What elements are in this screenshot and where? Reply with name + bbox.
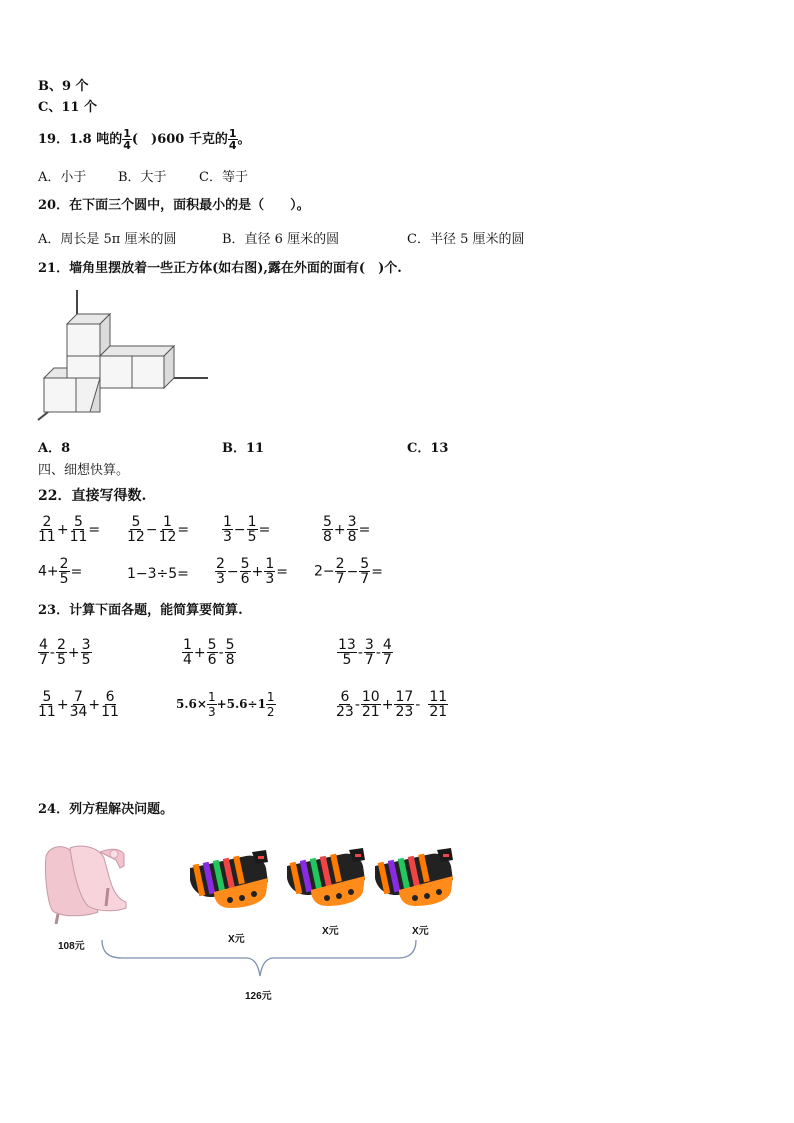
q23-expression-5: 5.6× $\frac{1}{3}$ +5.6÷1 $\frac{1}{2}$ — [176, 690, 275, 719]
sock-price-label-2: X元 — [322, 926, 339, 937]
q20-question: 20．在下面三个圆中，面积最小的是（ ）。 — [38, 198, 310, 213]
socks-image-2 — [283, 846, 367, 910]
fraction: $\frac{3}{5}$ — [81, 637, 91, 668]
q21-question: 21．墙角里摆放着一些正方体(如右图),露在外面的面有( )个. — [38, 261, 402, 276]
q18-option-c: C、11 个 — [38, 100, 97, 115]
fraction: $\frac{6}{23}$ — [336, 689, 354, 720]
q19-fraction-2: $\frac{1}{4}$ — [228, 127, 237, 152]
q20-option-c: C．半径 5 厘米的圆 — [407, 232, 525, 247]
q23-expression-1: $\frac{4}{7}$ - $\frac{2}{5}$ + $\frac{3}{5}$ — [39, 637, 91, 668]
total-brace — [96, 936, 422, 982]
q23-expression-3: $\frac{13}{5}$ - $\frac{3}{7}$ - $\frac{4}{7}$ — [338, 637, 392, 668]
sock-price-label-1: X元 — [228, 934, 245, 945]
q22-expression-4: $\frac{5}{8}$ + $\frac{3}{8}$ = — [323, 514, 371, 545]
q22-expression-1: $\frac{2}{11}$ + $\frac{5}{11}$ = — [38, 514, 101, 545]
fraction: $\frac{5}{12}$ — [127, 514, 145, 545]
q23-title: 23．计算下面各题，能简算要简算. — [38, 603, 243, 618]
q22-expression-6: 1−3÷5= — [127, 566, 189, 582]
fraction: $\frac{5}{8}$ — [323, 514, 332, 545]
q22-expression-5: 4+ $\frac{2}{5}$ = — [38, 556, 83, 587]
fraction: $\frac{3}{8}$ — [347, 514, 357, 545]
fraction: $\frac{2}{5}$ — [59, 556, 69, 587]
fraction: $\frac{17}{23}$ — [395, 689, 414, 720]
fraction: $\frac{1}{2}$ — [266, 690, 275, 719]
fraction: $\frac{5}{6}$ — [240, 556, 250, 587]
q19-option-c: C．等于 — [199, 170, 248, 185]
section-4-title: 四、细想快算。 — [38, 463, 130, 478]
socks-image-1 — [186, 848, 270, 912]
q19-fraction-1: $\frac{1}{4}$ — [123, 127, 131, 152]
q24-title: 24．列方程解决问题。 — [38, 802, 174, 817]
fraction: $\frac{13}{5}$ — [338, 637, 356, 668]
fraction: $\frac{5}{11}$ — [69, 514, 88, 545]
fraction: $\frac{2}{5}$ — [56, 637, 66, 668]
fraction: $\frac{6}{11}$ — [101, 689, 119, 720]
shoe-price-label: 108元 — [58, 941, 85, 952]
fraction: $\frac{1}{5}$ — [247, 514, 257, 545]
q19-option-a: A．小于 — [38, 170, 87, 185]
q21-option-c: C．13 — [407, 441, 449, 456]
fraction: $\frac{10}{21}$ — [361, 689, 380, 720]
q19-option-b: B．大于 — [118, 170, 167, 185]
fraction: $\frac{5}{8}$ — [225, 637, 235, 668]
sock-price-label-3: X元 — [412, 926, 429, 937]
q22-expression-8: 2− $\frac{2}{7}$ − $\frac{5}{7}$ = — [314, 556, 383, 587]
fraction: $\frac{2}{7}$ — [335, 556, 345, 587]
fraction: $\frac{5}{11}$ — [38, 689, 56, 720]
fraction: $\frac{7}{34}$ — [69, 689, 88, 720]
fraction: $\frac{2}{11}$ — [38, 514, 56, 545]
q19-question: 19．1.8 吨的 $\frac{1}{4}$ ( )600 千克的 $\frac{1}{4}$ 。 — [38, 127, 251, 152]
fraction: $\frac{1}{4}$ — [183, 637, 192, 668]
cube-stack-figure — [34, 290, 212, 424]
q22-title: 22．直接写得数. — [38, 488, 147, 504]
fraction: $\frac{4}{7}$ — [39, 637, 48, 668]
fraction: $\frac{4}{7}$ — [382, 637, 392, 668]
q20-option-a: A．周长是 5π 厘米的圆 — [38, 232, 177, 247]
fraction: $\frac{3}{7}$ — [364, 637, 374, 668]
socks-image-3 — [371, 846, 455, 910]
q18-option-b: B、9 个 — [38, 79, 89, 94]
q23-expression-4: $\frac{5}{11}$ + $\frac{7}{34}$ + $\frac{6}{11}$ — [38, 689, 119, 720]
fraction: $\frac{2}{3}$ — [216, 556, 225, 587]
q21-option-b: B．11 — [222, 441, 265, 456]
q22-expression-3: $\frac{1}{3}$ − $\frac{1}{5}$ = — [223, 514, 271, 545]
total-price-label: 126元 — [245, 991, 272, 1002]
high-heel-shoes-image — [40, 836, 132, 924]
fraction: $\frac{1}{3}$ — [265, 556, 275, 587]
q20-option-b: B．直径 6 厘米的圆 — [222, 232, 340, 247]
fraction: $\frac{5}{7}$ — [360, 556, 370, 587]
q19-prefix: 19．1.8 吨的 — [38, 132, 123, 147]
fraction: $\frac{1}{3}$ — [207, 690, 216, 719]
q23-expression-6: $\frac{6}{23}$ - $\frac{10}{21}$ + $\frac{17}{23}$ - $\frac{11}{21}$ — [336, 689, 448, 720]
q23-expression-2: $\frac{1}{4}$ + $\frac{5}{6}$ - $\frac{5}{8}$ — [183, 637, 235, 668]
q19-middle: ( )600 千克的 — [131, 132, 228, 147]
q22-expression-2: $\frac{5}{12}$ − $\frac{1}{12}$ = — [127, 514, 190, 545]
fraction: $\frac{5}{6}$ — [207, 637, 217, 668]
fraction: $\frac{1}{3}$ — [223, 514, 232, 545]
fraction: $\frac{1}{12}$ — [158, 514, 177, 545]
fraction: $\frac{11}{21}$ — [429, 689, 448, 720]
q21-option-a: A．8 — [38, 441, 71, 456]
q22-expression-7: $\frac{2}{3}$ − $\frac{5}{6}$ + $\frac{1}{3}$ = — [216, 556, 288, 587]
